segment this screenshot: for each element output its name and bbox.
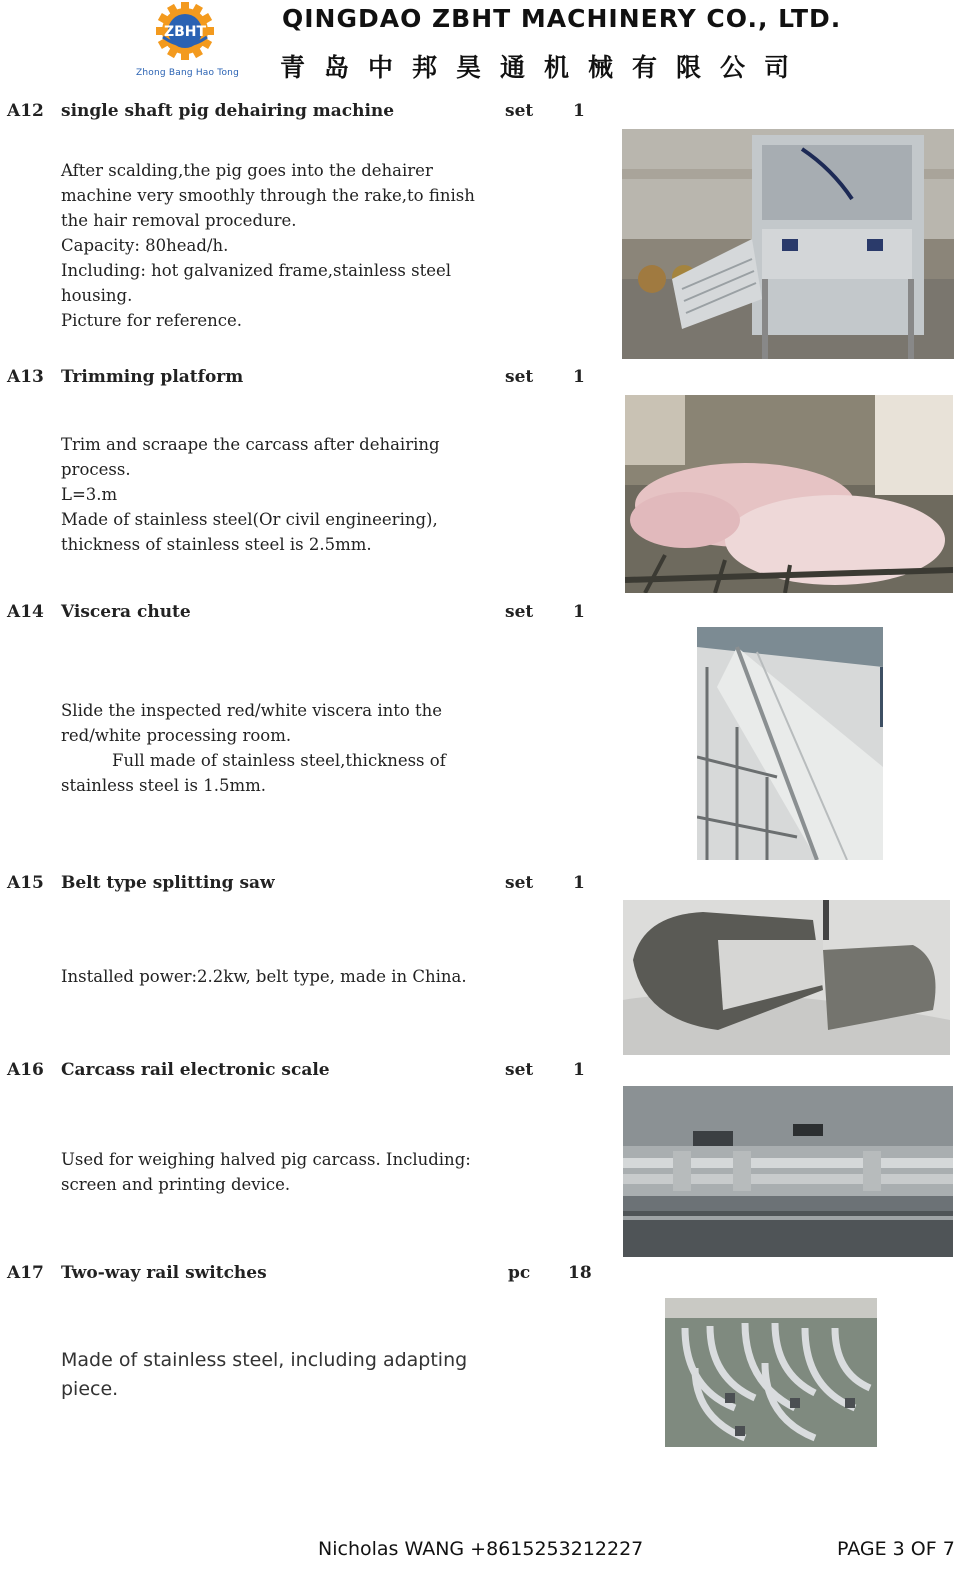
- item-quantity: 1: [573, 1060, 585, 1080]
- item-name: Viscera chute: [61, 602, 191, 622]
- description-line: Picture for reference.: [61, 311, 243, 330]
- description-line: thickness of stainless steel is 2.5mm.: [61, 535, 372, 554]
- item-description: [61, 1346, 491, 1404]
- item-unit: set: [505, 1060, 534, 1080]
- item-unit: pc: [508, 1263, 531, 1283]
- item-code: A13: [7, 367, 44, 387]
- description-line: Full made of stainless steel,thickness of: [112, 751, 446, 770]
- description-line: Capacity: 80head/h.: [61, 236, 229, 255]
- logo-text: ZBHT: [163, 24, 207, 40]
- item-description: [61, 698, 491, 798]
- item-unit: set: [505, 873, 534, 893]
- description-line: Slide the inspected red/white viscera into the: [61, 701, 443, 720]
- rail-switches-photo: [665, 1298, 877, 1447]
- description-line: process.: [61, 460, 131, 479]
- item-name: Two-way rail switches: [61, 1263, 267, 1283]
- dehairing-machine-photo: [622, 129, 954, 359]
- item-unit: set: [505, 602, 534, 622]
- item-quantity: 1: [573, 367, 585, 387]
- item-description: [61, 158, 491, 333]
- description-line: machine very smoothly through the rake,to finish: [61, 186, 475, 205]
- item-description: [61, 432, 491, 557]
- description-line: Trim and scraape the carcass after dehairing: [61, 435, 440, 454]
- item-name: Trimming platform: [61, 367, 244, 387]
- description-line: the hair removal procedure.: [61, 211, 297, 230]
- description-line: Made of stainless steel(Or civil engineering),: [61, 510, 438, 529]
- description-line: piece.: [61, 1378, 119, 1400]
- item-code: A16: [7, 1060, 44, 1080]
- item-name: single shaft pig dehairing machine: [61, 101, 395, 121]
- item-code: A14: [7, 602, 44, 622]
- description-line: screen and printing device.: [61, 1175, 291, 1194]
- item-code: A12: [7, 101, 44, 121]
- item-unit: set: [505, 101, 534, 121]
- description-line: L=3.m: [61, 485, 118, 504]
- description-line: stainless steel is 1.5mm.: [61, 776, 266, 795]
- item-code: A17: [7, 1263, 44, 1283]
- description-line: housing.: [61, 286, 133, 305]
- item-description: [61, 964, 491, 989]
- description-line: red/white processing room.: [61, 726, 292, 745]
- logo-subtitle: Zhong Bang Hao Tong: [136, 68, 239, 78]
- item-description: [61, 1147, 491, 1197]
- item-name: Carcass rail electronic scale: [61, 1060, 330, 1080]
- item-quantity: 18: [568, 1263, 592, 1283]
- gear-logo-icon: [150, 2, 220, 62]
- item-quantity: 1: [573, 602, 585, 622]
- item-code: A15: [7, 873, 44, 893]
- company-name-chinese: 青岛中邦昊通机械有限公司: [280, 53, 809, 82]
- item-quantity: 1: [573, 101, 585, 121]
- description-line: Used for weighing halved pig carcass. Including:: [61, 1150, 471, 1169]
- item-unit: set: [505, 367, 534, 387]
- page-number: PAGE 3 OF 7: [837, 1538, 955, 1560]
- splitting-saw-photo: [623, 900, 950, 1055]
- description-line: Including: hot galvanized frame,stainless steel: [61, 261, 452, 280]
- item-quantity: 1: [573, 873, 585, 893]
- viscera-chute-photo: [697, 627, 883, 860]
- rail-scale-photo: [623, 1086, 953, 1257]
- company-name-english: QINGDAO ZBHT MACHINERY CO., LTD.: [282, 4, 842, 33]
- description-line: After scalding,the pig goes into the dehairer: [61, 161, 433, 180]
- trimming-platform-photo: [625, 395, 953, 593]
- item-name: Belt type splitting saw: [61, 873, 275, 893]
- company-logo: [130, 2, 245, 80]
- description-line: Installed power:2.2kw, belt type, made in China.: [61, 967, 467, 986]
- description-line: Made of stainless steel, including adapting: [61, 1349, 468, 1371]
- footer-contact: Nicholas WANG +8615253212227: [318, 1538, 644, 1560]
